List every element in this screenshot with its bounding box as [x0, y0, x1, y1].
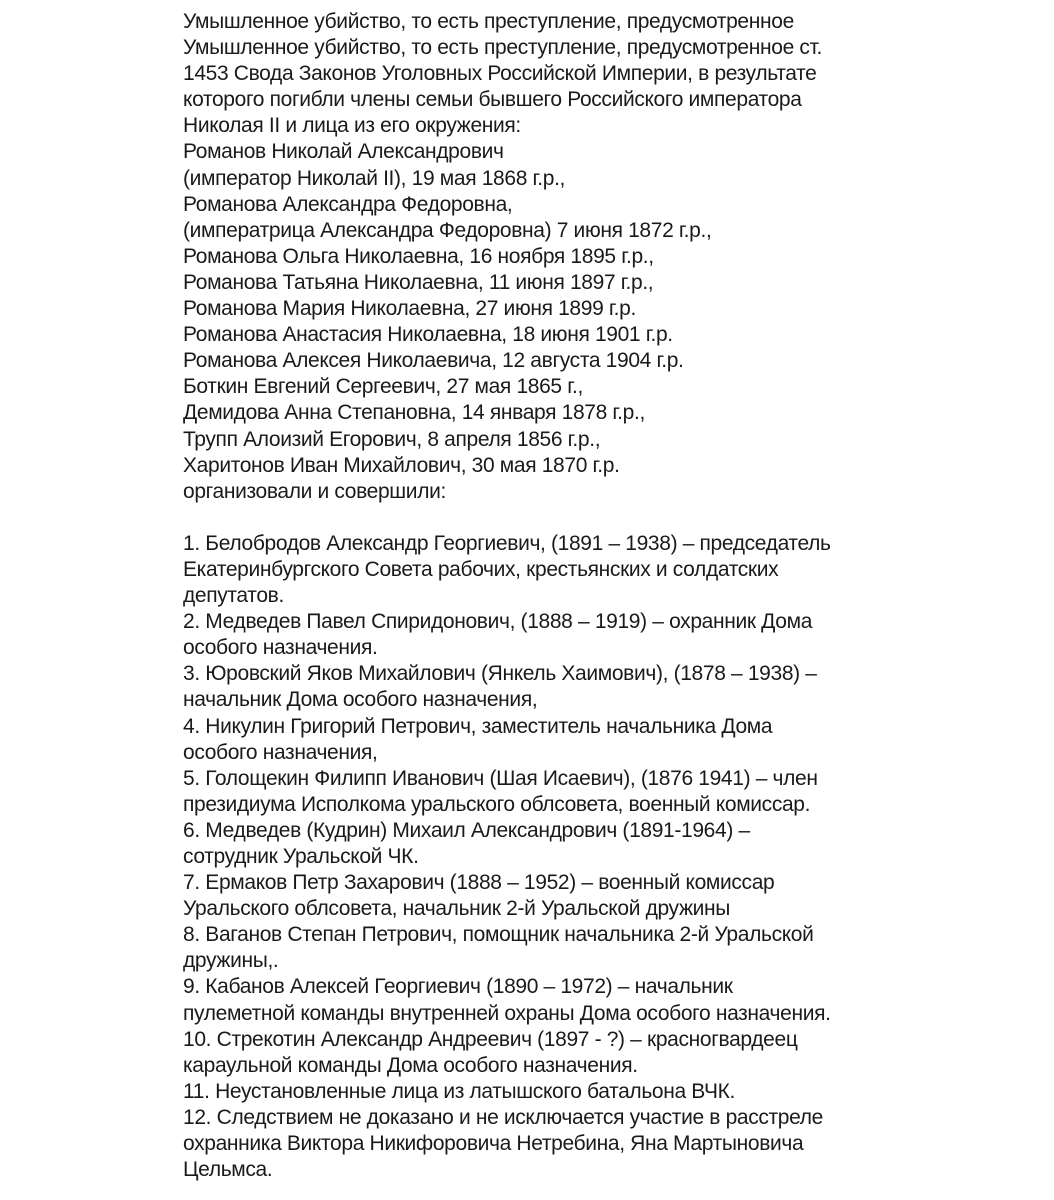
text-line: Демидова Анна Степановна, 14 января 1878 г.р., [183, 401, 645, 425]
blank-line [183, 505, 831, 531]
text-line: Умышленное убийство, то есть преступление, предусмотренное ст. [183, 36, 822, 60]
text-line: Романова Ольга Николаевна, 16 ноября 1895 г.р., [183, 244, 654, 268]
text-line: Харитонов Иван Михайлович, 30 мая 1870 г.р. [183, 453, 620, 477]
list-item-line: 2. Медведев Павел Спиридонович, (1888 – 1919) – охранник Дома [183, 610, 813, 634]
text-line: Романов Николай Александрович [183, 140, 504, 164]
text-line: (император Николай II), 19 мая 1868 г.р., [183, 166, 566, 190]
text-line: Романова Анастасия Николаевна, 18 июня 1901 г.р. [183, 323, 673, 347]
list-item-line: дружины,. [183, 949, 279, 973]
document-text [183, 9, 831, 1183]
text-line: Романова Татьяна Николаевна, 11 июня 1897 г.р., [183, 270, 654, 294]
list-item-line: 5. Голощекин Филипп Иванович (Шая Исаевич), (1876 1941) – член [183, 766, 818, 790]
text-line: которого погибли члены семьи бывшего Российского императора [183, 88, 802, 112]
text-line: Трупп Алоизий Егорович, 8 апреля 1856 г.р., [183, 427, 601, 451]
list-item-line: Цельмса. [183, 1158, 273, 1182]
text-line: организовали и совершили: [183, 479, 446, 503]
text-line: Николая II и лица из его окружения: [183, 114, 521, 138]
list-item-line: 3. Юровский Яков Михайлович (Янкель Хаимович), (1878 – 1938) – [183, 662, 817, 686]
list-item-line: Екатеринбургского Совета рабочих, крестьянских и солдатских [183, 557, 779, 581]
list-item-line: 7. Ермаков Петр Захарович (1888 – 1952) – военный комиссар [183, 871, 775, 895]
text-line: Романова Александра Федоровна, [183, 192, 513, 216]
text-line: Умышленное убийство, то есть преступление, предусмотренное [183, 10, 794, 33]
text-line: Романова Мария Николаевна, 27 июня 1899 г.р. [183, 297, 636, 321]
text-line: Боткин Евгений Сергеевич, 27 мая 1865 г., [183, 375, 583, 399]
list-item-line: 6. Медведев (Кудрин) Михаил Александрович (1891-1964) – [183, 818, 750, 842]
list-item-line: особого назначения, [183, 740, 378, 764]
list-item-line: депутатов. [183, 584, 284, 608]
list-item-line: 11. Неустановленные лица из латышского батальона ВЧК. [183, 1079, 736, 1103]
text-line: 1453 Свода Законов Уголовных Российской Империи, в результате [183, 62, 817, 86]
list-item-line: начальник Дома особого назначения, [183, 688, 538, 712]
list-item-line: охранника Виктора Никифоровича Нетребина, Яна Мартыновича [183, 1132, 804, 1156]
list-item-line: пулеметной команды внутренней охраны Дома особого назначения. [183, 1001, 831, 1025]
list-item-line: 10. Стрекотин Александр Андреевич (1897 - ?) – красногвардеец [183, 1027, 798, 1051]
list-item-line: 1. Белобродов Александр Георгиевич, (1891 – 1938) – председатель [183, 531, 831, 555]
list-item-line: 4. Никулин Григорий Петрович, заместитель начальника Дома [183, 714, 773, 738]
list-item-line: 9. Кабанов Алексей Георгиевич (1890 – 1972) – начальник [183, 975, 733, 999]
list-item-line: особого назначения. [183, 636, 378, 660]
intro-paragraph [183, 9, 831, 505]
list-item-line: сотрудник Уральской ЧК. [183, 845, 419, 868]
list-item-line: президиума Исполкома уральского облсовета, военный комиссар. [183, 792, 811, 816]
text-line: Романова Алексея Николаевича, 12 августа 1904 г.р. [183, 349, 684, 373]
list-item-line: караульной команды Дома особого назначения. [183, 1053, 638, 1077]
list-item-line: Уральского облсовета, начальник 2-й Уральской дружины [183, 897, 731, 921]
list-item-line: 12. Следствием не доказано и не исключается участие в расстреле [183, 1105, 823, 1129]
list-item-line: 8. Ваганов Степан Петрович, помощник начальника 2-й Уральской [183, 923, 814, 947]
perpetrators-list [183, 531, 831, 1183]
text-line: (императрица Александра Федоровна) 7 июня 1872 г.р., [183, 218, 712, 242]
